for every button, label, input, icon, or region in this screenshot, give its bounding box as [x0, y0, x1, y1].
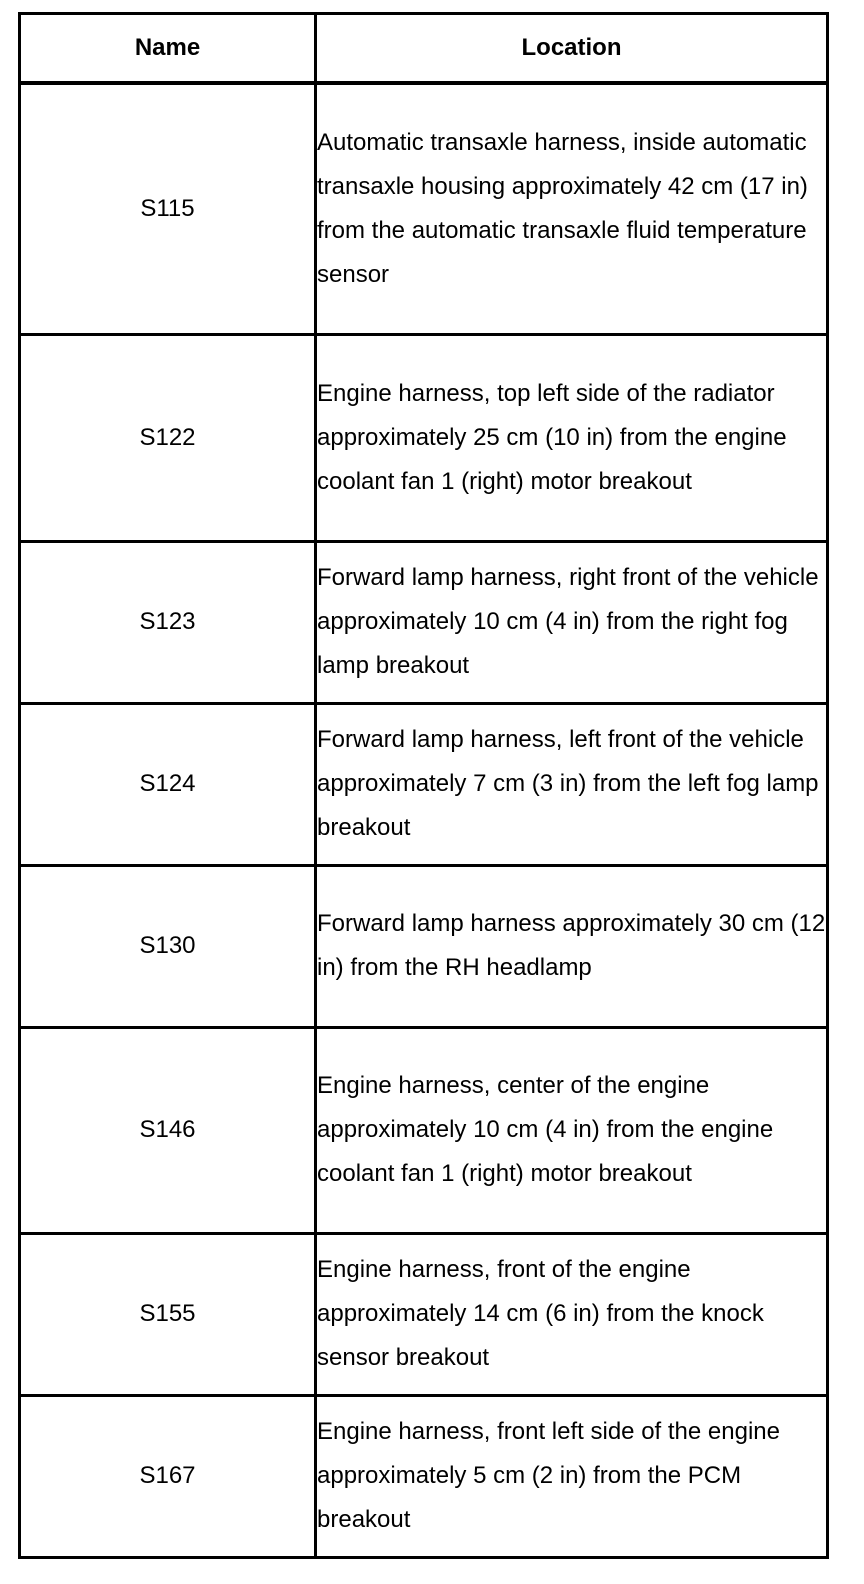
splice-name: S123 — [20, 541, 316, 703]
table-row — [20, 83, 828, 334]
splice-location: Engine harness, top left side of the radiator approximately 25 cm (10 in) from the engine coolant fan 1 (right) motor breakout — [316, 334, 828, 541]
column-header-name: Name — [20, 14, 316, 84]
splice-name: S155 — [20, 1233, 316, 1395]
splice-location: Forward lamp harness approximately 30 cm (12 in) from the RH headlamp — [316, 865, 828, 1027]
table-row — [20, 865, 828, 1027]
splice-location-table — [18, 12, 829, 1559]
table-row — [20, 1027, 828, 1233]
splice-location: Automatic transaxle harness, inside automatic transaxle housing approximately 42 cm (17 in) from the automatic transaxle fluid temperature sensor — [316, 83, 828, 334]
column-header-location: Location — [316, 14, 828, 84]
splice-name: S115 — [20, 83, 316, 334]
table-row — [20, 541, 828, 703]
table-row — [20, 334, 828, 541]
splice-name: S122 — [20, 334, 316, 541]
splice-location: Engine harness, center of the engine approximately 10 cm (4 in) from the engine coolant fan 1 (right) motor breakout — [316, 1027, 828, 1233]
splice-name: S124 — [20, 703, 316, 865]
splice-location: Engine harness, front of the engine approximately 14 cm (6 in) from the knock sensor breakout — [316, 1233, 828, 1395]
splice-name: S167 — [20, 1395, 316, 1557]
splice-location: Engine harness, front left side of the engine approximately 5 cm (2 in) from the PCM breakout — [316, 1395, 828, 1557]
table-header-row — [20, 14, 828, 84]
table-row — [20, 703, 828, 865]
splice-name: S130 — [20, 865, 316, 1027]
splice-location: Forward lamp harness, right front of the vehicle approximately 10 cm (4 in) from the right fog lamp breakout — [316, 541, 828, 703]
splice-location: Forward lamp harness, left front of the vehicle approximately 7 cm (3 in) from the left fog lamp breakout — [316, 703, 828, 865]
splice-name: S146 — [20, 1027, 316, 1233]
table-row — [20, 1233, 828, 1395]
table-row — [20, 1395, 828, 1557]
